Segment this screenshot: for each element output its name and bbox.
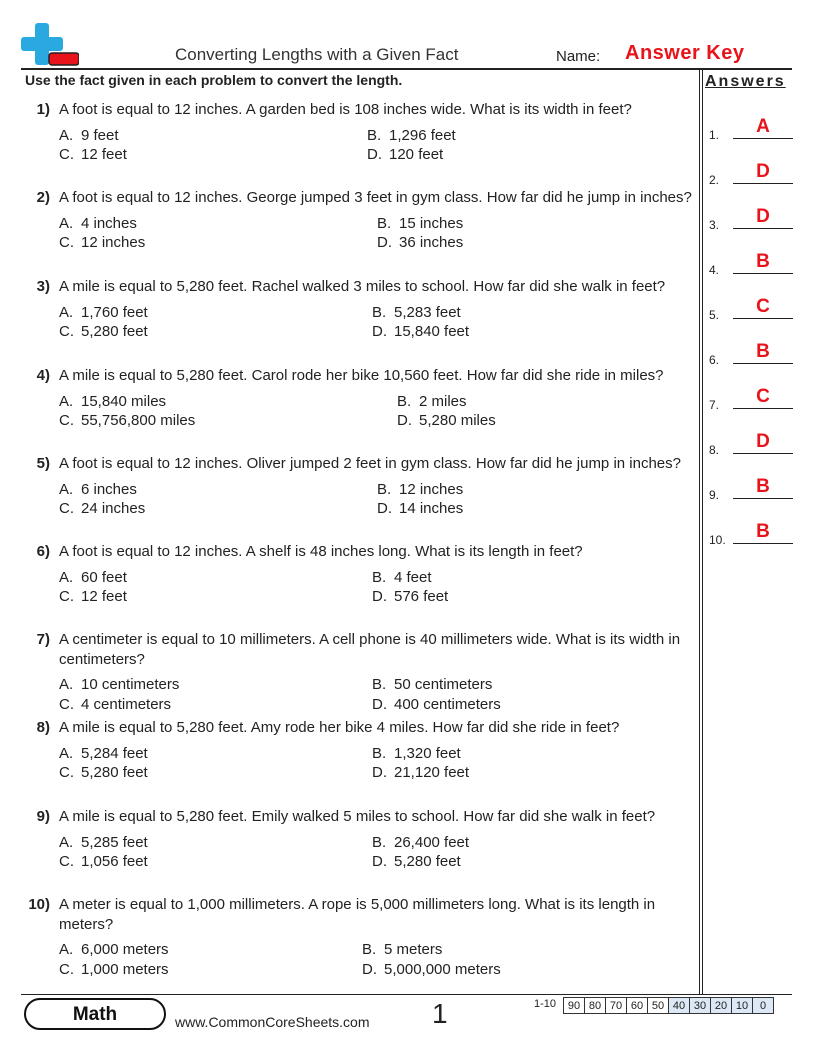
question-number: 7) (36, 631, 50, 648)
answer-choice (367, 145, 443, 165)
choice-letter: C. (59, 853, 74, 870)
answer-choice (59, 960, 169, 980)
worksheet-title: Converting Lengths with a Given Fact (175, 45, 459, 64)
question-text: A foot is equal to 12 inches. A garden bed is 108 inches wide. What is its width in feet? (59, 101, 632, 118)
answer-choice (372, 833, 469, 853)
choice-letter: C. (59, 412, 74, 429)
score-cell: 20 (711, 998, 732, 1014)
answer-choice (372, 322, 469, 342)
page-number: 1 (432, 998, 448, 1029)
choice-text: 12 feet (81, 146, 127, 163)
answer-choice (372, 695, 501, 715)
answer-choice (59, 480, 137, 500)
answer-line (733, 138, 793, 139)
answer-line (733, 273, 793, 274)
answer-choice (372, 587, 448, 607)
choice-letter: C. (59, 500, 74, 517)
answer-choices (22, 744, 700, 784)
answer-number: 10. (709, 533, 726, 547)
choice-letter: C. (59, 323, 74, 340)
answer-choice (362, 940, 442, 960)
choice-letter: B. (362, 941, 377, 958)
choice-letter: A. (59, 480, 74, 498)
answer-choices (22, 675, 700, 715)
score-cell: 80 (585, 998, 606, 1014)
answer-letter: C (756, 296, 770, 317)
answer-letter: D (756, 206, 770, 227)
answer-choice (59, 852, 148, 872)
question-item (22, 454, 700, 520)
subject-badge (24, 998, 166, 1030)
answer-choice (59, 587, 127, 607)
choice-letter: B. (372, 676, 387, 693)
instructions: Use the fact given in each problem to convert the length. (25, 72, 403, 88)
choice-text: 1,760 feet (81, 303, 148, 321)
choice-letter: C. (59, 695, 74, 713)
answer-choice (397, 392, 467, 412)
question-text: A foot is equal to 12 inches. A shelf is 48 inches long. What is its length in feet? (59, 543, 583, 560)
choice-text: 14 inches (399, 500, 464, 517)
answer-choice (59, 744, 148, 764)
question-text: A mile is equal to 5,280 feet. Emily walked 5 miles to school. How far did she walk in feet? (59, 808, 656, 825)
answer-choices (22, 480, 700, 520)
answer-choice (372, 744, 461, 764)
choice-letter: D. (362, 960, 377, 978)
choice-text: 400 centimeters (394, 695, 501, 713)
answer-number: 3. (709, 218, 720, 232)
choice-text: 12 inches (399, 480, 464, 498)
answer-choice (59, 675, 179, 695)
answer-line (733, 363, 793, 364)
answer-letter: B (756, 476, 770, 497)
answer-row (709, 296, 793, 322)
choice-letter: D. (372, 764, 387, 781)
choice-letter: D. (377, 500, 392, 517)
question-item (22, 277, 700, 343)
question-text: A meter is equal to 1,000 millimeters. A rope is 5,000 millimeters long. What is its length in meters? (59, 896, 656, 933)
choice-text: 10 centimeters (81, 676, 180, 693)
choice-letter: D. (372, 588, 387, 605)
question-text: A mile is equal to 5,280 feet. Rachel walked 3 miles to school. How far did she walk in feet? (59, 278, 666, 295)
question-text: A foot is equal to 12 inches. George jumped 3 feet in gym class. How far did he jump in inches? (59, 189, 692, 206)
choice-text: 4 inches (81, 214, 137, 232)
question-number: 9) (36, 808, 50, 825)
choice-letter: C. (59, 960, 74, 978)
answers-title: Answers (705, 73, 786, 90)
choice-text: 60 feet (81, 568, 127, 586)
footer-divider (21, 994, 792, 995)
answer-letter: C (756, 386, 770, 407)
answer-choice (59, 833, 148, 853)
answer-line (733, 498, 793, 499)
choice-letter: A. (59, 833, 74, 851)
choice-letter: A. (59, 676, 74, 693)
choice-letter: B. (372, 744, 387, 762)
choice-text: 15 inches (399, 214, 464, 232)
answer-choices (22, 303, 700, 343)
answer-letter: B (756, 341, 770, 362)
answer-letter: B (756, 521, 770, 542)
choice-letter: D. (397, 412, 412, 429)
choice-text: 21,120 feet (394, 764, 470, 781)
answer-choice (59, 322, 148, 342)
footer-url: www.CommonCoreSheets.com (175, 1014, 370, 1030)
choice-letter: B. (372, 833, 387, 851)
choice-text: 15,840 feet (394, 323, 470, 340)
choice-text: 4 feet (394, 568, 432, 586)
choice-letter: A. (59, 303, 74, 321)
choice-text: 1,320 feet (394, 744, 461, 762)
choice-text: 5,285 feet (81, 833, 148, 851)
answer-choice (59, 695, 171, 715)
answer-choice (59, 214, 137, 234)
question-number: 2) (36, 189, 50, 206)
choice-letter: C. (59, 764, 74, 781)
answer-row (709, 386, 793, 412)
subject-label: Math (72, 1004, 118, 1025)
choice-text: 5 meters (384, 941, 443, 958)
choice-letter: B. (397, 392, 412, 410)
answer-number: 7. (709, 398, 720, 412)
choice-text: 5,280 feet (394, 853, 461, 870)
choice-text: 5,283 feet (394, 303, 461, 321)
answer-choice (372, 303, 461, 323)
answer-choice (397, 411, 496, 431)
answer-line (733, 543, 793, 544)
answer-row (709, 161, 793, 187)
question-item (22, 718, 700, 784)
choice-letter: D. (372, 323, 387, 340)
score-cell: 60 (627, 998, 648, 1014)
choice-letter: A. (59, 941, 74, 958)
answer-letter: D (756, 161, 770, 182)
answer-line (733, 228, 793, 229)
answer-choices (22, 392, 700, 432)
answer-choice (372, 568, 432, 588)
answer-choice (367, 126, 456, 146)
answer-number: 9. (709, 488, 720, 502)
choice-text: 15,840 miles (81, 392, 167, 410)
choice-letter: C. (59, 588, 74, 605)
answer-line (733, 183, 793, 184)
choice-letter: B. (367, 126, 382, 144)
answer-number: 6. (709, 353, 720, 367)
score-cell: 0 (753, 998, 774, 1014)
answer-choice (59, 940, 169, 960)
choice-text: 5,280 feet (81, 323, 148, 340)
question-item (22, 895, 700, 980)
choice-text: 5,000,000 meters (384, 960, 501, 978)
choice-text: 1,296 feet (389, 126, 456, 144)
question-text: A mile is equal to 5,280 feet. Amy rode her bike 4 miles. How far did she ride in feet? (59, 719, 620, 736)
choice-text: 4 centimeters (81, 695, 172, 713)
answer-choice (59, 411, 195, 431)
answer-line (733, 318, 793, 319)
answer-row (709, 521, 793, 547)
choice-text: 576 feet (394, 588, 449, 605)
choice-text: 1,000 meters (81, 960, 169, 978)
answer-letter: A (756, 116, 770, 137)
answer-row (709, 476, 793, 502)
header-divider (21, 68, 792, 70)
answer-choice (59, 126, 119, 146)
choice-text: 55,756,800 miles (81, 412, 196, 429)
answer-number: 2. (709, 173, 720, 187)
answer-choice (377, 233, 463, 253)
choice-letter: D. (372, 853, 387, 870)
question-number: 3) (36, 278, 50, 295)
question-text: A foot is equal to 12 inches. Oliver jumped 2 feet in gym class. How far did he jump in inches? (59, 455, 681, 472)
answer-choice (59, 763, 148, 783)
choice-letter: D. (367, 146, 382, 163)
answer-number: 5. (709, 308, 720, 322)
answer-choice (59, 568, 127, 588)
choice-text: 50 centimeters (394, 676, 493, 693)
plus-minus-logo-icon (21, 23, 79, 68)
choice-text: 9 feet (81, 126, 119, 144)
answer-number: 8. (709, 443, 720, 457)
score-cell: 10 (732, 998, 753, 1014)
question-number: 1) (36, 101, 50, 118)
score-range-label: 1-10 (534, 998, 557, 1010)
choice-text: 1,056 feet (81, 853, 148, 870)
answer-choice (377, 480, 463, 500)
choice-text: 12 inches (81, 234, 146, 251)
choice-letter: B. (377, 214, 392, 232)
choice-text: 6 inches (81, 480, 137, 498)
answer-choices (22, 568, 700, 608)
answer-number: 4. (709, 263, 720, 277)
answer-choices (22, 833, 700, 873)
score-cell: 50 (648, 998, 669, 1014)
choice-text: 26,400 feet (394, 833, 470, 851)
answer-line (733, 453, 793, 454)
choice-text: 5,284 feet (81, 744, 148, 762)
answer-choices (22, 126, 700, 166)
answer-choice (362, 960, 501, 980)
choice-letter: A. (59, 568, 74, 586)
answer-choice (377, 214, 463, 234)
choice-letter: C. (59, 234, 74, 251)
question-item (22, 542, 700, 608)
choice-letter: C. (59, 146, 74, 163)
choice-text: 5,280 miles (419, 412, 496, 429)
question-number: 5) (36, 455, 50, 472)
answer-choice (372, 852, 461, 872)
choice-letter: A. (59, 744, 74, 762)
answer-choice (372, 763, 469, 783)
answer-choice (377, 499, 463, 519)
choice-letter: A. (59, 126, 74, 144)
choice-letter: B. (372, 568, 387, 586)
answer-choices (22, 940, 700, 980)
choice-text: 36 inches (399, 234, 464, 251)
answer-row (709, 251, 793, 277)
question-number: 6) (36, 543, 50, 560)
choice-text: 120 feet (389, 146, 444, 163)
score-table (563, 997, 774, 1014)
answer-row (709, 431, 793, 457)
question-item (22, 630, 700, 715)
answer-choice (59, 145, 127, 165)
choice-text: 24 inches (81, 500, 146, 517)
answer-row (709, 341, 793, 367)
question-number: 8) (36, 719, 50, 736)
score-cell: 90 (564, 998, 585, 1014)
choice-letter: A. (59, 392, 74, 410)
score-cell: 30 (690, 998, 711, 1014)
answer-row (709, 116, 793, 142)
question-text: A centimeter is equal to 10 millimeters. A cell phone is 40 millimeters wide. What is its width in centimeters? (59, 631, 681, 668)
question-item (22, 366, 700, 432)
question-item (22, 807, 700, 873)
choice-text: 2 miles (419, 392, 467, 410)
answer-number: 1. (709, 128, 720, 142)
choice-text: 12 feet (81, 588, 127, 605)
answer-choice (372, 675, 492, 695)
answer-row (709, 206, 793, 232)
answer-choice (59, 303, 148, 323)
choice-text: 6,000 meters (81, 941, 169, 958)
answer-choice (59, 233, 145, 253)
answer-choice (59, 499, 145, 519)
choice-letter: A. (59, 214, 74, 232)
answer-letter: B (756, 251, 770, 272)
name-label: Name: (556, 48, 601, 65)
question-item (22, 100, 700, 166)
question-number: 10) (28, 896, 50, 913)
choice-letter: B. (377, 480, 392, 498)
score-cell: 40 (669, 998, 690, 1014)
score-cell: 70 (606, 998, 627, 1014)
question-text: A mile is equal to 5,280 feet. Carol rode her bike 10,560 feet. How far did she ride in miles? (59, 367, 664, 384)
choice-letter: D. (377, 234, 392, 251)
choice-letter: B. (372, 303, 387, 321)
answer-key-label: Answer Key (625, 42, 745, 64)
answer-choices (22, 214, 700, 254)
question-number: 4) (36, 367, 50, 384)
answer-letter: D (756, 431, 770, 452)
question-item (22, 188, 700, 254)
choice-letter: D. (372, 695, 387, 713)
choice-text: 5,280 feet (81, 764, 148, 781)
answer-line (733, 408, 793, 409)
answers-divider-right (702, 70, 703, 994)
answer-choice (59, 392, 166, 412)
